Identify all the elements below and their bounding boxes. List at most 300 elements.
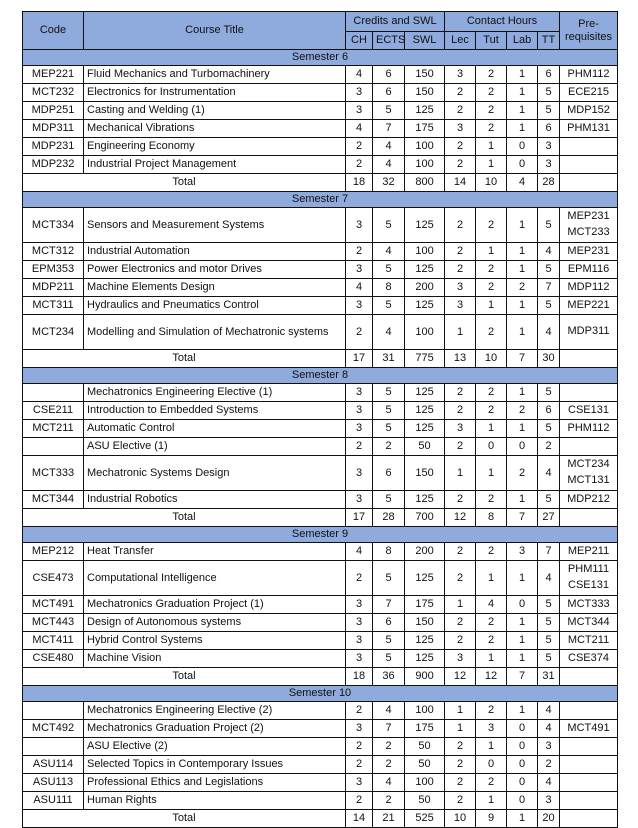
cell-lab: 0: [507, 596, 538, 614]
prerequisite-code: MCT344: [567, 615, 610, 628]
cell-code: MDP211: [23, 279, 84, 297]
cell-lec: 2: [445, 102, 476, 120]
cell-ch: 2: [346, 156, 373, 174]
header-prerequisites-line1: Pre-: [578, 17, 599, 30]
cell-lec: 2: [445, 632, 476, 650]
cell-lec: 2: [445, 491, 476, 509]
table-row[interactable]: [23, 738, 618, 756]
table-header: [23, 12, 618, 50]
cell-code: MDP251: [23, 102, 84, 120]
total-row: [23, 174, 618, 192]
cell-tut: 0: [476, 438, 507, 456]
total-ects: 32: [373, 174, 405, 192]
prerequisite-list: [563, 262, 614, 278]
cell-tut: 2: [476, 543, 507, 561]
cell-tut: 2: [476, 702, 507, 720]
cell-lab: 1: [507, 384, 538, 402]
header-tut: Tut: [476, 31, 507, 50]
cell-swl: 100: [405, 702, 445, 720]
cell-lab: 1: [507, 315, 538, 350]
cell-prerequisites: [560, 756, 618, 774]
prerequisite-code: CSE374: [568, 651, 609, 664]
table-row[interactable]: [23, 384, 618, 402]
cell-prerequisites: [560, 738, 618, 756]
total-swl: 525: [405, 810, 445, 828]
header-tt: TT: [538, 31, 560, 50]
cell-tut: 2: [476, 632, 507, 650]
header-lec: Lec: [445, 31, 476, 50]
total-lab: 1: [507, 810, 538, 828]
cell-code: MCT232: [23, 84, 84, 102]
cell-ch: 2: [346, 792, 373, 810]
cell-lec: 1: [445, 456, 476, 491]
cell-swl: 125: [405, 561, 445, 596]
cell-course-title: Mechatronics Graduation Project (1): [84, 596, 346, 614]
prerequisite-list: [563, 633, 614, 649]
cell-lec: 2: [445, 438, 476, 456]
cell-code: [23, 438, 84, 456]
table-row[interactable]: [23, 138, 618, 156]
cell-code: [23, 384, 84, 402]
cell-ects: 8: [373, 543, 405, 561]
cell-ch: 2: [346, 138, 373, 156]
cell-ch: 3: [346, 720, 373, 738]
prerequisite-code: MCT234: [567, 458, 610, 471]
cell-ects: 6: [373, 456, 405, 491]
semester-banner-label: Semester 8: [23, 368, 618, 384]
prerequisite-list: [563, 615, 614, 631]
table-row[interactable]: [23, 491, 618, 509]
table-row[interactable]: [23, 720, 618, 738]
total-swl: 775: [405, 350, 445, 368]
cell-swl: 125: [405, 632, 445, 650]
cell-prerequisites: [560, 774, 618, 792]
cell-tt: 4: [538, 456, 560, 491]
prerequisite-list: [563, 121, 614, 137]
total-ch: 18: [346, 668, 373, 686]
cell-ects: 2: [373, 792, 405, 810]
cell-swl: 125: [405, 297, 445, 315]
cell-tt: 5: [538, 208, 560, 243]
cell-course-title: Industrial Automation: [84, 243, 346, 261]
cell-lec: 2: [445, 561, 476, 596]
cell-tt: 6: [538, 66, 560, 84]
cell-code: MCT492: [23, 720, 84, 738]
cell-course-title: Mechatronics Engineering Elective (1): [84, 384, 346, 402]
cell-ch: 3: [346, 456, 373, 491]
table-row[interactable]: [23, 702, 618, 720]
cell-ch: 2: [346, 738, 373, 756]
cell-lab: 0: [507, 720, 538, 738]
table-row[interactable]: [23, 102, 618, 120]
cell-lec: 2: [445, 774, 476, 792]
table-row[interactable]: [23, 402, 618, 420]
semester-banner-label: Semester 10: [23, 686, 618, 702]
cell-tut: 2: [476, 102, 507, 120]
total-ects: 21: [373, 810, 405, 828]
cell-ch: 3: [346, 384, 373, 402]
total-tut: 10: [476, 174, 507, 192]
total-row: [23, 509, 618, 527]
prerequisite-code: MEP221: [567, 298, 610, 311]
total-ch: 14: [346, 810, 373, 828]
cell-tut: 2: [476, 491, 507, 509]
cell-prerequisites: [560, 720, 618, 738]
cell-lec: 2: [445, 243, 476, 261]
table-body: [23, 50, 618, 828]
cell-code: [23, 702, 84, 720]
cell-tut: 2: [476, 261, 507, 279]
cell-tut: 2: [476, 315, 507, 350]
cell-swl: 50: [405, 438, 445, 456]
cell-code: EPM353: [23, 261, 84, 279]
cell-tt: 4: [538, 243, 560, 261]
table-row[interactable]: [23, 315, 618, 350]
total-swl: 700: [405, 509, 445, 527]
table-row[interactable]: [23, 543, 618, 561]
cell-lec: 2: [445, 84, 476, 102]
header-row-top: [23, 12, 618, 32]
table-row[interactable]: [23, 756, 618, 774]
cell-ects: 5: [373, 420, 405, 438]
cell-ects: 5: [373, 261, 405, 279]
cell-lab: 1: [507, 420, 538, 438]
cell-ch: 2: [346, 243, 373, 261]
prerequisite-code: MDP112: [567, 280, 610, 293]
cell-lec: 3: [445, 66, 476, 84]
cell-ch: 4: [346, 279, 373, 297]
cell-tt: 5: [538, 297, 560, 315]
cell-ects: 5: [373, 650, 405, 668]
cell-tut: 2: [476, 208, 507, 243]
total-lec: 12: [445, 668, 476, 686]
table-row[interactable]: [23, 156, 618, 174]
cell-ects: 4: [373, 156, 405, 174]
total-prerequisites-empty: [560, 350, 618, 368]
total-lab: 7: [507, 350, 538, 368]
cell-course-title: Power Electronics and motor Drives: [84, 261, 346, 279]
total-label: Total: [23, 509, 346, 527]
cell-lec: 2: [445, 208, 476, 243]
cell-lec: 3: [445, 279, 476, 297]
cell-ch: 3: [346, 774, 373, 792]
total-ch: 17: [346, 509, 373, 527]
cell-tut: 2: [476, 384, 507, 402]
cell-lab: 3: [507, 543, 538, 561]
header-course-title: Course Title: [84, 12, 346, 50]
cell-prerequisites: [560, 384, 618, 402]
cell-ects: 2: [373, 438, 405, 456]
cell-ects: 5: [373, 561, 405, 596]
cell-ects: 4: [373, 702, 405, 720]
prerequisite-list: [563, 562, 614, 594]
cell-ects: 6: [373, 84, 405, 102]
cell-swl: 100: [405, 138, 445, 156]
cell-ects: 4: [373, 315, 405, 350]
cell-ch: 3: [346, 614, 373, 632]
cell-ch: 2: [346, 315, 373, 350]
cell-lec: 2: [445, 138, 476, 156]
cell-code: ASU111: [23, 792, 84, 810]
cell-code: MCT234: [23, 315, 84, 350]
cell-prerequisites: [560, 66, 618, 84]
prerequisite-list: [563, 298, 614, 314]
cell-lab: 0: [507, 774, 538, 792]
cell-prerequisites: [560, 156, 618, 174]
cell-lec: 3: [445, 650, 476, 668]
total-label: Total: [23, 350, 346, 368]
prerequisite-list: [563, 103, 614, 119]
header-prerequisites: [560, 12, 618, 50]
total-lec: 14: [445, 174, 476, 192]
table-row[interactable]: [23, 66, 618, 84]
cell-swl: 50: [405, 738, 445, 756]
cell-ch: 3: [346, 650, 373, 668]
cell-ch: 3: [346, 632, 373, 650]
curriculum-table-container: [22, 11, 617, 828]
table-row[interactable]: [23, 632, 618, 650]
total-row: [23, 810, 618, 828]
cell-code: MCT312: [23, 243, 84, 261]
prerequisite-code: MDP212: [567, 492, 610, 505]
cell-prerequisites: [560, 402, 618, 420]
header-lab: Lab: [507, 31, 538, 50]
total-label: Total: [23, 668, 346, 686]
table-row[interactable]: [23, 774, 618, 792]
cell-prerequisites: [560, 102, 618, 120]
cell-code: CSE473: [23, 561, 84, 596]
table-row[interactable]: [23, 650, 618, 668]
cell-tut: 1: [476, 561, 507, 596]
table-row[interactable]: [23, 792, 618, 810]
cell-code: MCT411: [23, 632, 84, 650]
cell-lab: 0: [507, 756, 538, 774]
cell-prerequisites: [560, 792, 618, 810]
cell-tt: 5: [538, 102, 560, 120]
total-tut: 12: [476, 668, 507, 686]
cell-code: MCT491: [23, 596, 84, 614]
cell-swl: 125: [405, 261, 445, 279]
cell-course-title: Machine Vision: [84, 650, 346, 668]
table-row[interactable]: [23, 279, 618, 297]
total-prerequisites-empty: [560, 174, 618, 192]
prerequisite-list: [563, 651, 614, 667]
cell-ch: 3: [346, 491, 373, 509]
cell-tut: 2: [476, 279, 507, 297]
cell-tut: 2: [476, 84, 507, 102]
table-row[interactable]: [23, 297, 618, 315]
header-code: Code: [23, 12, 84, 50]
header-credits-group: Credits and SWL: [346, 12, 445, 32]
table-row[interactable]: [23, 561, 618, 596]
cell-lec: 2: [445, 738, 476, 756]
cell-swl: 150: [405, 66, 445, 84]
cell-tut: 3: [476, 720, 507, 738]
cell-tt: 2: [538, 438, 560, 456]
cell-lab: 2: [507, 402, 538, 420]
prerequisite-code: EPM116: [567, 262, 610, 275]
cell-prerequisites: [560, 491, 618, 509]
cell-code: MCT311: [23, 297, 84, 315]
cell-lec: 3: [445, 420, 476, 438]
cell-code: MCT344: [23, 491, 84, 509]
cell-course-title: Industrial Project Management: [84, 156, 346, 174]
cell-ch: 2: [346, 756, 373, 774]
cell-course-title: Fluid Mechanics and Turbomachinery: [84, 66, 346, 84]
total-lab: 7: [507, 668, 538, 686]
prerequisite-code: MCT491: [567, 721, 610, 734]
prerequisite-code: MDP311: [567, 325, 610, 338]
cell-lec: 2: [445, 156, 476, 174]
cell-lab: 1: [507, 84, 538, 102]
semester-banner-row: [23, 686, 618, 702]
cell-ects: 6: [373, 66, 405, 84]
cell-lab: 0: [507, 792, 538, 810]
cell-lab: 1: [507, 614, 538, 632]
cell-swl: 150: [405, 614, 445, 632]
cell-tut: 2: [476, 120, 507, 138]
cell-tt: 5: [538, 632, 560, 650]
cell-tt: 5: [538, 491, 560, 509]
cell-lec: 2: [445, 792, 476, 810]
total-tt: 28: [538, 174, 560, 192]
curriculum-table: [22, 11, 618, 828]
total-prerequisites-empty: [560, 668, 618, 686]
total-swl: 800: [405, 174, 445, 192]
cell-tt: 7: [538, 543, 560, 561]
cell-tut: 1: [476, 420, 507, 438]
cell-tt: 3: [538, 792, 560, 810]
cell-course-title: Machine Elements Design: [84, 279, 346, 297]
cell-lab: 1: [507, 632, 538, 650]
cell-tt: 3: [538, 156, 560, 174]
cell-swl: 100: [405, 156, 445, 174]
cell-prerequisites: [560, 84, 618, 102]
cell-tut: 2: [476, 402, 507, 420]
cell-prerequisites: [560, 702, 618, 720]
cell-tt: 5: [538, 84, 560, 102]
cell-prerequisites: [560, 420, 618, 438]
cell-tut: 0: [476, 756, 507, 774]
table-row[interactable]: [23, 261, 618, 279]
cell-course-title: Hydraulics and Pneumatics Control: [84, 297, 346, 315]
cell-tt: 5: [538, 650, 560, 668]
cell-tut: 2: [476, 66, 507, 84]
cell-ch: 3: [346, 596, 373, 614]
total-tut: 8: [476, 509, 507, 527]
cell-swl: 175: [405, 720, 445, 738]
total-tt: 30: [538, 350, 560, 368]
cell-code: MDP311: [23, 120, 84, 138]
cell-tt: 4: [538, 315, 560, 350]
prerequisite-list: [563, 457, 614, 489]
cell-ch: 4: [346, 543, 373, 561]
total-tut: 10: [476, 350, 507, 368]
table-row[interactable]: [23, 243, 618, 261]
cell-course-title: Mechanical Vibrations: [84, 120, 346, 138]
prerequisite-code: MCT233: [567, 226, 610, 238]
cell-course-title: Heat Transfer: [84, 543, 346, 561]
prerequisite-code: ECE215: [568, 85, 609, 98]
cell-course-title: Mechatronics Engineering Elective (2): [84, 702, 346, 720]
prerequisite-code: MEP231: [567, 244, 610, 257]
table-row[interactable]: [23, 208, 618, 243]
total-lab: 7: [507, 509, 538, 527]
cell-ch: 3: [346, 102, 373, 120]
cell-ects: 5: [373, 102, 405, 120]
cell-lab: 0: [507, 438, 538, 456]
header-prerequisites-line2: requisites: [564, 30, 613, 43]
cell-lab: 1: [507, 120, 538, 138]
cell-tut: 1: [476, 156, 507, 174]
cell-ch: 3: [346, 297, 373, 315]
table-row[interactable]: [23, 120, 618, 138]
cell-tt: 5: [538, 596, 560, 614]
cell-swl: 125: [405, 650, 445, 668]
cell-lab: 0: [507, 738, 538, 756]
cell-course-title: Automatic Control: [84, 420, 346, 438]
table-row[interactable]: [23, 84, 618, 102]
cell-swl: 100: [405, 243, 445, 261]
table-row[interactable]: [23, 596, 618, 614]
cell-prerequisites: [560, 543, 618, 561]
total-label: Total: [23, 174, 346, 192]
cell-ch: 2: [346, 561, 373, 596]
cell-prerequisites: [560, 138, 618, 156]
prerequisite-code: PHM112: [567, 421, 610, 434]
prerequisite-list: [563, 403, 614, 419]
cell-lab: 1: [507, 561, 538, 596]
cell-code: CSE480: [23, 650, 84, 668]
cell-prerequisites: [560, 315, 618, 350]
table-row[interactable]: [23, 420, 618, 438]
cell-swl: 50: [405, 792, 445, 810]
cell-prerequisites: [560, 650, 618, 668]
table-row[interactable]: [23, 438, 618, 456]
prerequisite-code: MEP211: [567, 544, 610, 557]
prerequisite-list: [563, 85, 614, 101]
cell-lab: 1: [507, 66, 538, 84]
cell-course-title: Electronics for Instrumentation: [84, 84, 346, 102]
cell-lec: 1: [445, 702, 476, 720]
cell-tt: 5: [538, 614, 560, 632]
cell-prerequisites: [560, 208, 618, 243]
cell-swl: 175: [405, 596, 445, 614]
header-contact-hours-group: Contact Hours: [445, 12, 560, 32]
cell-course-title: Sensors and Measurement Systems: [84, 208, 346, 243]
cell-lab: 1: [507, 261, 538, 279]
cell-lab: 1: [507, 650, 538, 668]
cell-code: MCT211: [23, 420, 84, 438]
cell-lec: 2: [445, 756, 476, 774]
cell-ch: 4: [346, 120, 373, 138]
cell-ects: 2: [373, 756, 405, 774]
table-row[interactable]: [23, 456, 618, 491]
total-lec: 13: [445, 350, 476, 368]
semester-banner-row: [23, 368, 618, 384]
header-ch: CH: [346, 31, 373, 50]
cell-ch: 2: [346, 438, 373, 456]
cell-swl: 150: [405, 456, 445, 491]
cell-tut: 1: [476, 738, 507, 756]
table-row[interactable]: [23, 614, 618, 632]
cell-ects: 5: [373, 402, 405, 420]
cell-ch: 3: [346, 402, 373, 420]
cell-ects: 4: [373, 774, 405, 792]
cell-tt: 4: [538, 774, 560, 792]
cell-code: MEP221: [23, 66, 84, 84]
cell-course-title: Introduction to Embedded Systems: [84, 402, 346, 420]
